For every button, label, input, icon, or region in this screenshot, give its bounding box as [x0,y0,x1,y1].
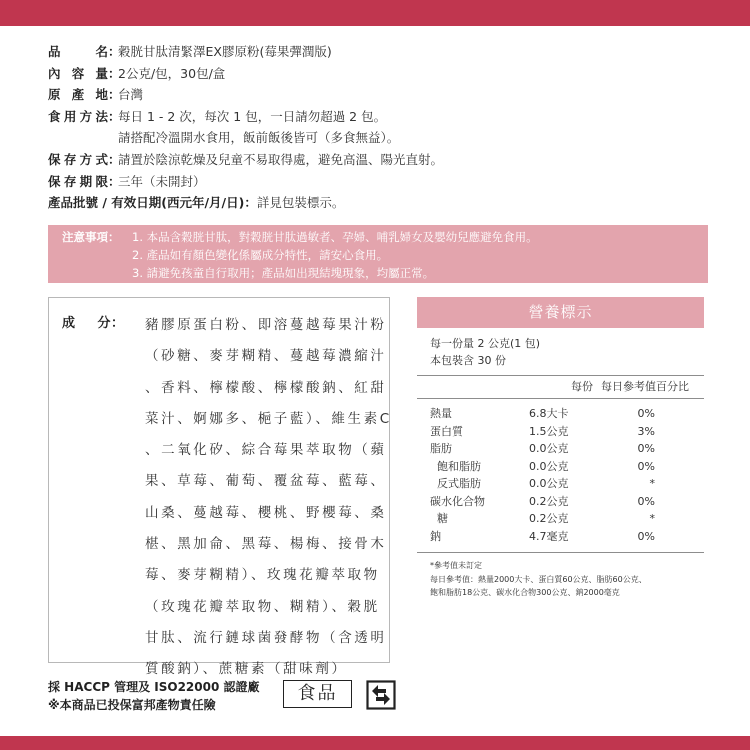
ingredient-line: 椹、黑加侖、黑莓、楊梅、接骨木 [145,536,387,553]
nutrition-row [417,475,704,493]
nutrient-name: 脂肪 [430,442,452,455]
origin-row: 原產地 ： 台灣 [48,84,708,106]
divider [417,398,704,399]
product-name-label: 品名 [48,44,108,59]
top-color-band [0,0,750,26]
servings-per-package: 本包裝含 30 份 [430,354,506,367]
nutrient-name: 熱量 [430,407,452,420]
usage-line-1: 每日 1 - 2 次，每次 1 包，一日請勿超過 2 包。 [118,108,387,124]
nutrition-row [417,510,704,528]
nutrition-row [417,528,704,546]
nutrient-per-serving: 0.0公克 [529,459,569,473]
content-row: 內容量 ： 2公克/包，30包/盒 [48,63,708,85]
nutrient-per-serving: 0.0公克 [529,477,569,490]
insurance-text: ※本商品已投保富邦產物責任險 [48,698,216,712]
nutrient-daily-value: * [649,512,655,525]
storage-label: 保存方式 [48,151,108,167]
nutrient-per-serving: 1.5公克 [529,424,569,438]
ingredient-line: 、二氧化矽、綜合莓果萃取物（蘋 [145,442,387,459]
notice-box [48,225,708,283]
ingredient-line: 菜汁、婀娜多、梔子藍）、維生素C [145,410,392,427]
usage-row: 食用方法 ： 每日 1 - 2 次，每次 1 包，一日請勿超過 2 包。 [48,106,708,128]
divider [417,552,704,553]
product-name-row: 品名 ： 穀胱甘肽清緊澤EX膠原粉(莓果彈潤版) [48,41,708,63]
nutrition-footnote: *參考值未訂定 每日參考值：熱量2000大卡、蛋白質60公克、脂肪60公克、 飽和脂肪18公克、碳水化合物300公克、鈉2000毫克 [430,561,647,597]
certification-text [48,678,260,714]
nutrition-panel [417,297,704,600]
notice-label: 注意事項： [62,230,120,244]
product-info [48,41,708,214]
notice-item: 1. 本品含穀胱甘肽，對穀胱甘肽過敏者、孕婦、哺乳婦女及嬰幼兒應避免食用。 [132,230,538,244]
nutrient-name: 反式脂肪 [437,477,481,490]
food-label-box: 食品 [283,680,352,708]
batch-value: 詳見包裝標示。 [256,195,345,211]
nutrient-name: 飽和脂肪 [437,459,481,473]
bottom-color-band [0,736,750,750]
nutrient-daily-value: 0% [637,494,655,508]
nutrition-row [417,493,704,511]
origin-value: 台灣 [118,87,144,103]
nutrient-per-serving: 0.2公克 [529,494,569,508]
haccp-text: 採 HACCP 管理及 ISO22000 認證廠 [48,680,260,694]
origin-label: 原產地 [48,87,108,103]
ingredients-label: 成 分： [62,316,125,331]
product-name: 穀胱甘肽清緊澤EX膠原粉(莓果彈潤版) [118,44,332,59]
shelf-life-value: 三年（未開封） [118,173,206,189]
nutrient-per-serving: 6.8大卡 [529,407,569,420]
usage-line-2: 請搭配冷溫開水食用，飯前飯後皆可（多食無益）。 [118,130,400,146]
shelf-life-row: 保存期限 ： 三年（未開封） [48,171,708,193]
col-per-serving: 每份 [571,380,593,393]
content-label: 內容量 [48,65,108,81]
ingredient-line: （砂糖、麥芽糊精、蔓越莓濃縮汁 [145,348,387,365]
recycle-icon [366,680,396,710]
nutrition-row [417,423,704,441]
usage-label: 食用方法 [48,108,108,124]
usage-row-2 [48,127,708,149]
nutrition-title: 營養標示 [417,297,704,328]
ingredient-line: 果、草莓、葡萄、覆盆莓、藍莓、 [145,473,387,490]
batch-label: 產品批號 / 有效日期(西元年/月/日)： [48,195,257,211]
storage-value: 請置於陰涼乾燥及兒童不易取得處，避免高溫、陽光直射。 [118,151,444,167]
content-value: 2公克/包，30包/盒 [118,65,226,81]
ingredients-box [48,297,392,678]
ingredient-line: 豬膠原蛋白粉、即溶蔓越莓果汁粉 [145,317,387,333]
col-daily-value: 每日參考值百分比 [601,380,689,393]
nutrient-name: 蛋白質 [430,424,463,438]
nutrient-daily-value: * [649,477,655,490]
nutrition-column-headers [417,376,704,398]
nutrition-row [417,440,704,458]
ingredient-line: 、香料、檸檬酸、檸檬酸鈉、紅甜 [145,379,387,396]
nutrient-daily-value: 0% [637,442,655,455]
ingredients-list [145,310,392,686]
ingredient-line: 山桑、蔓越莓、櫻桃、野櫻莓、桑 [145,504,387,521]
nutrient-per-serving: 0.2公克 [529,512,569,525]
nutrition-row [417,458,704,476]
ingredient-line: （玫瑰花瓣萃取物、糊精）、穀胱 [145,598,380,615]
nutrition-row [417,405,704,423]
notice-item: 3. 請避免孩童自行取用；產品如出現結塊現象，均屬正常。 [132,266,435,280]
nutrient-daily-value: 3% [637,424,655,438]
shelf-life-label: 保存期限 [48,173,108,189]
ingredient-line: 甘肽、流行鏈球菌發酵物（含透明 [145,629,387,646]
batch-row [48,192,708,214]
ingredient-line: 質酸鈉）、蔗糖素（甜味劑） [145,661,348,678]
nutrition-rows [417,405,704,545]
storage-row: 保存方式 ： 請置於陰涼乾燥及兒童不易取得處，避免高溫、陽光直射。 [48,149,708,171]
nutrient-name: 糖 [437,512,448,525]
ingredient-line: 莓、麥芽糊精）、玫瑰花瓣萃取物 [145,567,380,584]
nutrient-daily-value: 0% [637,459,655,473]
notice-item: 2. 產品如有顏色變化係屬成分特性，請安心食用。 [132,248,389,262]
nutrient-per-serving: 0.0公克 [529,442,569,455]
nutrient-name: 鈉 [430,529,441,543]
nutrient-daily-value: 0% [637,529,655,543]
nutrient-per-serving: 4.7毫克 [529,529,569,543]
nutrient-name: 碳水化合物 [430,494,485,508]
nutrient-daily-value: 0% [637,407,655,420]
serving-size: 每一份量 2 公克(1 包) [430,337,541,350]
